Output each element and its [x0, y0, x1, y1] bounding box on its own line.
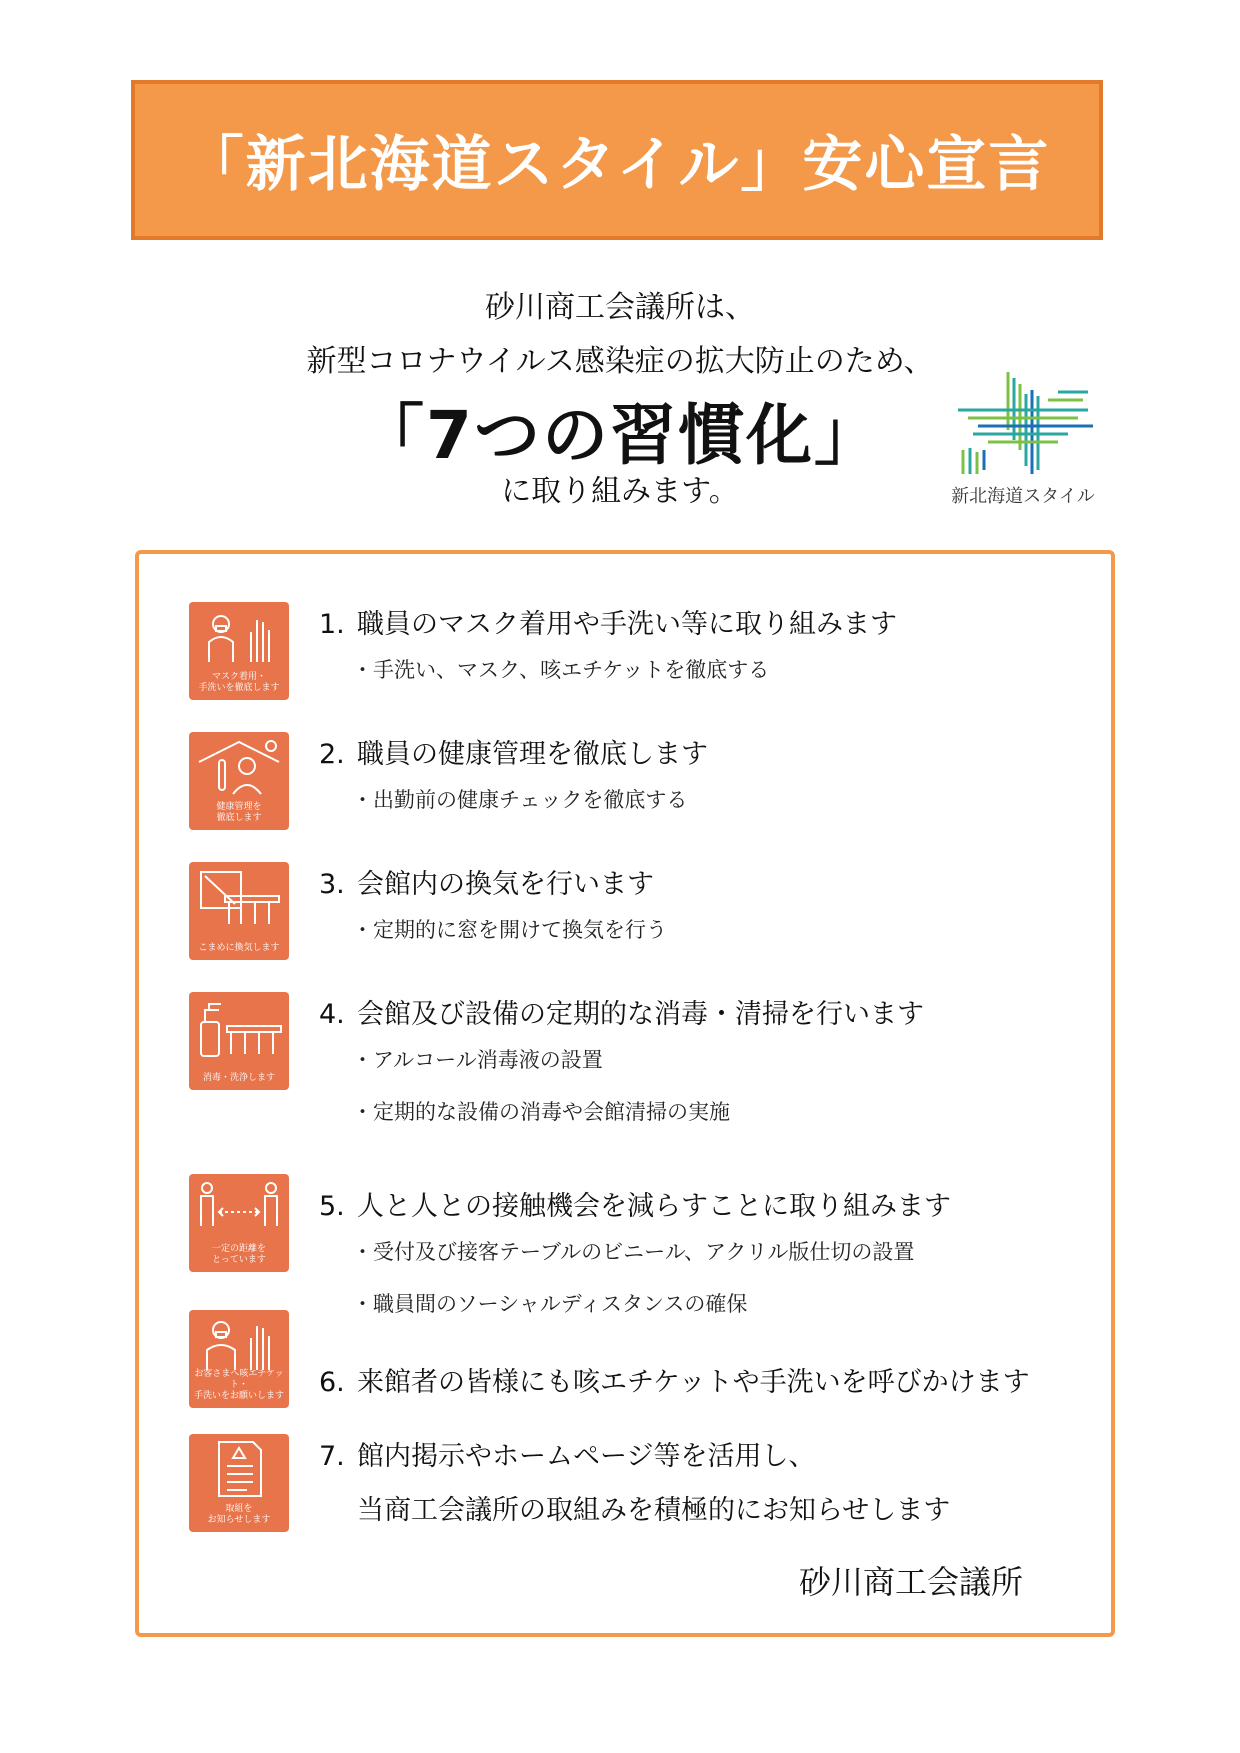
habit-heading: 1. 職員のマスク着用や手洗い等に取り組みます: [319, 609, 897, 640]
signature: 砂川商工会議所: [799, 1563, 1024, 1601]
disinfect-icon: [189, 992, 289, 1090]
habit-heading: 6. 来館者の皆様にも咳エチケットや手洗いを呼びかけます: [319, 1367, 1030, 1398]
icon-caption: 取組を お知らせします: [207, 1504, 271, 1525]
habit-bullet: ・職員間のソーシャルディスタンスの確保: [352, 1292, 748, 1316]
icon-caption: 一定の距離を とっています: [211, 1244, 266, 1265]
icon-caption: マスク着用・ 手洗いを徹底します: [198, 672, 280, 693]
habit-heading: 4. 会館及び設備の定期的な消毒・清掃を行います: [319, 999, 924, 1030]
seven-habits-headline: 「7つの習慣化」: [358, 397, 882, 474]
intro-line-4: に取り組みます。: [501, 474, 739, 509]
habit-heading: 2. 職員の健康管理を徹底します: [319, 739, 708, 770]
habit-bullet: ・出勤前の健康チェックを徹底する: [352, 788, 688, 812]
logo-text: 新北海道スタイル: [951, 486, 1095, 507]
hokkaido-logo-icon: [948, 370, 1098, 480]
habit-bullet: ・定期的に窓を開けて換気を行う: [352, 918, 667, 942]
icon-caption: こまめに換気します: [198, 943, 280, 953]
icon-caption: お客さまへ咳エチケット・ 手洗いをお願いします: [193, 1369, 284, 1401]
health-check-icon: [189, 732, 289, 830]
icon-caption: 健康管理を 徹底します: [216, 802, 262, 823]
notice-icon: [189, 1434, 289, 1532]
habit-bullet: ・定期的な設備の消毒や会館清掃の実施: [352, 1100, 730, 1124]
title-banner: [131, 80, 1103, 240]
habit-heading: 3. 会館内の換気を行います: [319, 869, 654, 900]
habit-heading: 7. 館内掲示やホームページ等を活用し、: [319, 1441, 816, 1472]
new-hokkaido-style-logo: [948, 370, 1098, 510]
ventilation-icon: [189, 862, 289, 960]
habit-heading-continued: 当商工会議所の取組みを積極的にお知らせします: [357, 1495, 951, 1526]
page-title: 「新北海道スタイル」安心宣言: [183, 130, 1051, 200]
habits-box: [135, 550, 1115, 1637]
icon-caption: 消毒・洗浄します: [202, 1073, 275, 1083]
mask-handwash-icon: [189, 602, 289, 700]
habit-bullet: ・アルコール消毒液の設置: [352, 1048, 603, 1072]
intro-line-1: 砂川商工会議所は、: [485, 290, 755, 325]
habit-bullet: ・受付及び接客テーブルのビニール、アクリル版仕切の設置: [352, 1240, 915, 1264]
habit-bullet: ・手洗い、マスク、咳エチケットを徹底する: [352, 658, 770, 682]
visitor-etiquette-icon: [189, 1310, 289, 1408]
intro-line-2: 新型コロナウイルス感染症の拡大防止のため、: [306, 344, 934, 379]
social-distance-icon: [189, 1174, 289, 1272]
habit-heading: 5. 人と人との接触機会を減らすことに取り組みます: [319, 1191, 951, 1222]
